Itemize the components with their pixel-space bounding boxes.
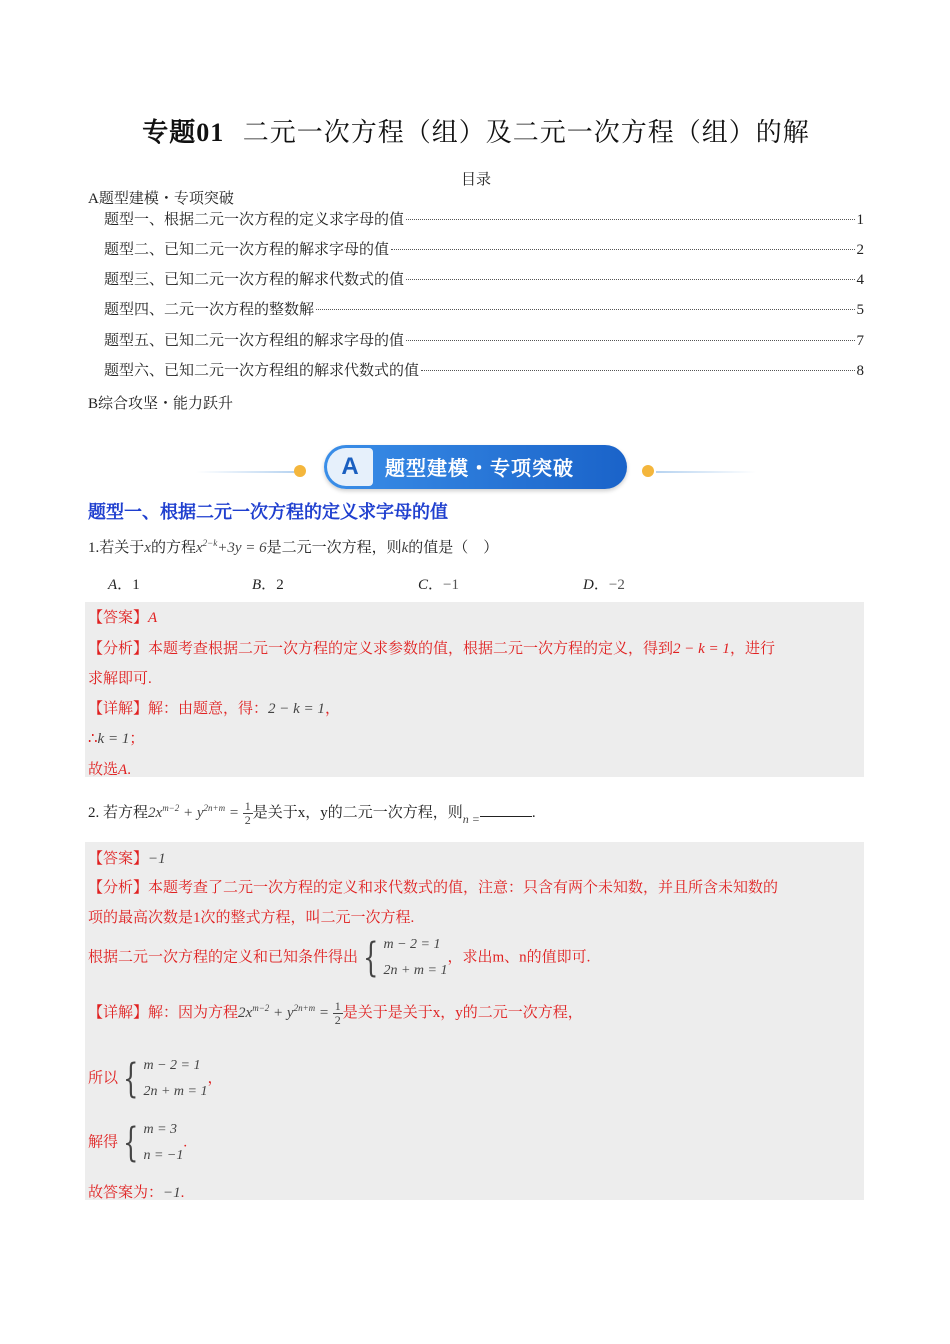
toc-item[interactable]: 题型二、已知二元一次方程的解求字母的值 2: [104, 242, 864, 258]
q2-solution: 解得 { m = 3 n = −1 .: [88, 1120, 188, 1166]
question-2: 2. 若方程$2x^{m-2} + y^{2n+m}$ = $\frac{1}{2}$ 是关于x，y的二元一次方程，则$_{n =}$ .: [88, 799, 536, 827]
banner-dot-left: [294, 465, 306, 477]
q1-detail-step: ∴k = 1；: [88, 731, 145, 747]
toc-item[interactable]: 题型四、二元一次方程的整数解 5: [104, 302, 864, 318]
page-title: 专题01 二元一次方程（组）及二元一次方程（组）的解: [142, 118, 810, 148]
banner-line-left: [196, 471, 296, 473]
option-d[interactable]: D．−2: [583, 577, 625, 593]
option-a[interactable]: A．1: [108, 577, 140, 593]
section-title: 题型一、根据二元一次方程的定义求字母的值: [88, 502, 448, 523]
toc-heading: 目录: [460, 172, 491, 188]
toc-part-a[interactable]: A题型建模・专项突破: [88, 191, 234, 207]
q2-analysis-cont: 项的最高次数是1次的整式方程，叫二元一次方程.: [88, 910, 415, 926]
toc-part-b[interactable]: B综合攻坚・能力跃升: [88, 396, 234, 412]
answer-blank[interactable]: [480, 816, 532, 817]
q2-system: 所以 { m − 2 = 1 2n + m = 1 ，: [88, 1056, 223, 1102]
q2-final-answer: 故答案为：−1.: [88, 1185, 185, 1201]
toc-item[interactable]: 题型三、已知二元一次方程的解求代数式的值 4: [104, 272, 864, 288]
q2-analysis: 【分析】本题考查了二元一次方程的定义和求代数式的值，注意：只含有两个未知数，并且所含未知数的: [88, 880, 779, 896]
q1-answer: 【答案】A: [88, 610, 158, 626]
answer-box-1: [85, 602, 864, 777]
option-b[interactable]: B．2: [252, 577, 284, 593]
toc-item[interactable]: 题型一、根据二元一次方程的定义求字母的值 1: [104, 212, 864, 228]
banner-line-right: [656, 471, 756, 473]
option-c[interactable]: C．−1: [418, 577, 459, 593]
banner-text: 题型建模・专项突破: [385, 456, 574, 480]
q2-answer: 【答案】−1: [88, 851, 166, 867]
question-1: 1.若关于x的方程$x^{2-k}+3y = 6$是二元一次方程，则k的值是（ ）: [88, 538, 499, 556]
q2-analysis-system: 根据二元一次方程的定义和已知条件得出 { m − 2 = 1 2n + m = 1 ，求出m、n的值即可.: [88, 935, 591, 981]
banner-letter: A: [327, 448, 373, 486]
toc-item[interactable]: 题型六、已知二元一次方程组的解求代数式的值 8: [104, 363, 864, 379]
q2-detail: 【详解】解：因为方程$2x^{m-2} + y^{2n+m}$ = $\frac{1}{2}$ 是关于是关于x，y的二元一次方程，: [88, 999, 583, 1027]
banner-dot-right: [642, 465, 654, 477]
q1-analysis-cont: 求解即可.: [88, 671, 152, 687]
q1-analysis: 【分析】本题考查根据二元一次方程的定义求参数的值，根据二元一次方程的定义，得到2 − k = 1，进行: [88, 641, 775, 657]
toc-item[interactable]: 题型五、已知二元一次方程组的解求字母的值 7: [104, 333, 864, 349]
q1-detail: 【详解】解：由题意，得：2 − k = 1，: [88, 701, 340, 717]
q1-detail-conclusion: 故选A.: [88, 762, 131, 778]
